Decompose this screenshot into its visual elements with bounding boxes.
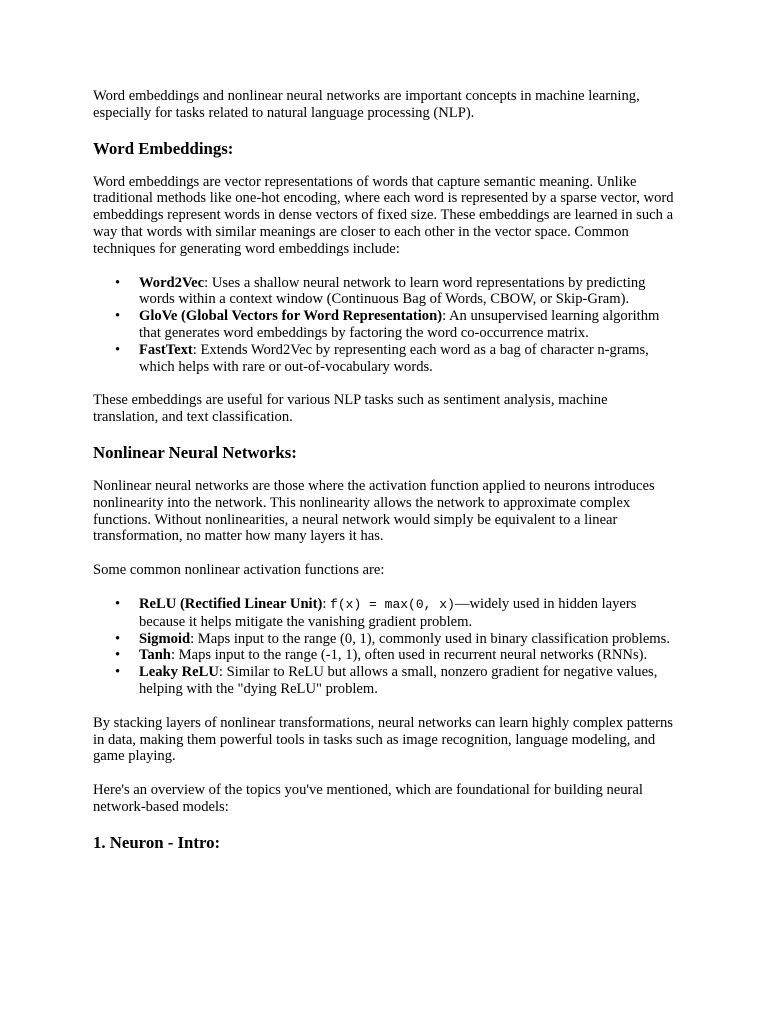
list-item-term: Word2Vec [139, 274, 205, 291]
activation-functions-list [93, 596, 676, 698]
list-item-text: : Similar to ReLU but allows a small, nonzero gradient for negative values, helping with the "dying ReLU" problem. [139, 664, 658, 697]
list-item-term: ReLU (Rectified Linear Unit) [139, 595, 323, 612]
list-item-text: : Uses a shallow neural network to learn word representations by predicting words within a context window (Continuous Bag of Words, CBOW, or Skip-Gram). [139, 274, 646, 308]
list-item-sigmoid [139, 631, 676, 648]
intro-paragraph: Word embeddings and nonlinear neural networks are important concepts in machine learning, especially for tasks related to natural language processing (NLP). [93, 88, 640, 121]
list-item-term: Sigmoid [139, 630, 191, 647]
word-embeddings-heading: Word Embeddings: [93, 138, 234, 158]
list-item-tanh [139, 647, 676, 664]
embedding-techniques-list [93, 275, 676, 376]
word-embeddings-closing: These embeddings are useful for various NLP tasks such as sentiment analysis, machine translation, and text classification. [93, 392, 608, 426]
list-item-text: : An unsupervised learning algorithm that generates word embeddings by factoring the word co-occurrence matrix. [139, 308, 660, 341]
list-item-text: —widely used in hidden layers because it helps mitigate the vanishing gradient problem. [139, 595, 637, 630]
list-item-term: Tanh [139, 647, 171, 664]
list-item-text: : Maps input to the range (-1, 1), often used in recurrent neural networks (RNNs). [170, 647, 648, 664]
list-item-colon: : [322, 595, 331, 612]
nonlinear-heading: Nonlinear Neural Networks: [93, 442, 297, 462]
overview-paragraph: Here's an overview of the topics you've mentioned, which are foundational for building neural network-based models: [93, 782, 643, 815]
list-item-relu [139, 596, 676, 631]
nonlinear-paragraph: Nonlinear neural networks are those where the activation function applied to neurons introduces nonlinearity into the network. This nonlinearity allows the network to approximate complex functions. Without nonlinearities, a neural network would simply be equivalent to a linear transformation, no matter how many layers it has. [93, 477, 655, 545]
list-item-fasttext [139, 342, 676, 376]
list-item-term: GloVe (Global Vectors for Word Representation) [139, 308, 443, 325]
list-item-word2vec [139, 275, 676, 309]
nonlinear-closing: By stacking layers of nonlinear transformations, neural networks can learn highly complex patterns in data, making them powerful tools in tasks such as image recognition, language modeling, and game playing. [93, 714, 673, 765]
relu-formula: f(x) = max(0, x) [330, 596, 455, 612]
list-item-term: FastText [139, 341, 193, 358]
word-embeddings-paragraph: Word embeddings are vector representations of words that capture semantic meaning. Unlike traditional methods like one-hot encoding, where each word is represented by a sparse vector, word embeddings represent words in dense vectors of fixed size. These embeddings are learned in such a way that words with similar meanings are closer to each other in the vector space. Common techniques for generating word embeddings include: [93, 173, 674, 257]
activation-lead: Some common nonlinear activation functions are: [93, 562, 385, 579]
list-item-text: : Extends Word2Vec by representing each word as a bag of character n-grams, which helps with rare or out-of-vocabulary words. [139, 341, 649, 375]
list-item-leaky-relu [139, 664, 676, 698]
list-item-glove [139, 308, 676, 342]
list-item-text: : Maps input to the range (0, 1), commonly used in binary classification problems. [190, 630, 670, 647]
neuron-intro-heading: 1. Neuron - Intro: [93, 832, 221, 852]
list-item-term: Leaky ReLU [139, 664, 219, 681]
